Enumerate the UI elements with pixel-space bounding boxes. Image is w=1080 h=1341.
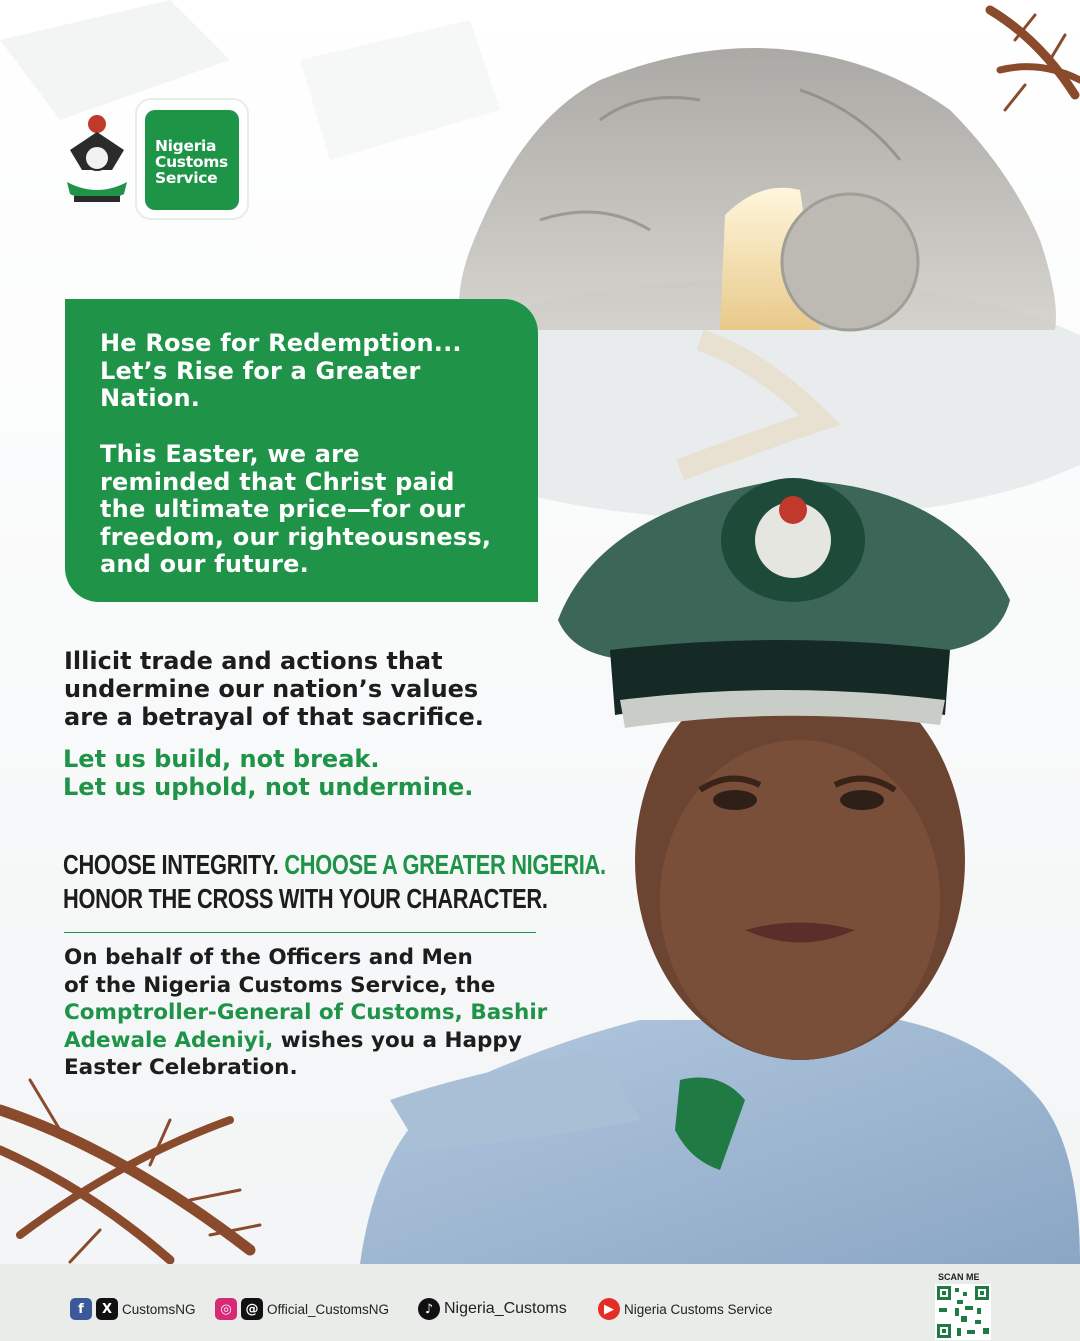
behalf-message [64, 944, 584, 1082]
section-divider [64, 932, 536, 933]
handle-official-customsng: Official_CustomsNG [267, 1301, 390, 1317]
slogan-part-2: CHOOSE A GREATER NIGERIA. [284, 849, 606, 880]
social-facebook-x[interactable] [70, 1296, 196, 1322]
logo-line-1: Nigeria [155, 137, 217, 155]
social-instagram-threads[interactable] [215, 1296, 389, 1322]
heading-line: He Rose for Redemption... [100, 329, 462, 357]
social-tiktok[interactable] [418, 1296, 567, 1322]
behalf-line: On behalf of the Officers and Men [64, 945, 473, 970]
slogan-line-1 [63, 848, 606, 882]
ncs-logo-text [155, 138, 228, 186]
slogan-line-2: HONOR THE CROSS WITH YOUR CHARACTER. [63, 883, 548, 914]
x-icon: X [96, 1298, 118, 1320]
slogan-part-1: CHOOSE INTEGRITY. [63, 849, 279, 880]
call-line: Let us build, not break. [63, 745, 380, 773]
nigeria-customs-crest-icon [62, 110, 132, 210]
handle-nigeria-customs: Nigeria_Customs [444, 1300, 567, 1317]
cgc-name: Adewale Adeniyi, [64, 1027, 274, 1053]
statement-line: Illicit trade and actions that [64, 647, 443, 675]
call-line: Let us uphold, not undermine. [63, 772, 474, 801]
qr-code-icon[interactable] [935, 1284, 991, 1340]
statement-line: undermine our nation’s values [64, 675, 479, 703]
body-line: freedom, our righteousness, [100, 522, 492, 551]
heading-line: Let’s Rise for a Greater [100, 356, 421, 385]
scan-me-label: SCAN ME [938, 1272, 980, 1282]
instagram-icon: ◎ [215, 1298, 237, 1320]
logo-line-2: Customs [155, 153, 228, 171]
facebook-icon: f [70, 1298, 92, 1320]
behalf-line-4 [64, 1027, 584, 1055]
green-box-heading [100, 330, 462, 413]
behalf-line: Comptroller-General of Customs, Bashir [64, 1000, 548, 1025]
body-line: the ultimate price—for our [100, 495, 465, 523]
body-line: This Easter, we are [100, 440, 360, 468]
youtube-icon: ▶ [598, 1298, 620, 1320]
handle-customsng: CustomsNG [122, 1301, 196, 1317]
handle-nigeria-customs-service: Nigeria Customs Service [624, 1301, 773, 1317]
ncs-logo [137, 100, 247, 218]
tiktok-icon: ♪ [418, 1298, 440, 1320]
heading-line: Nation. [100, 384, 201, 412]
logo-line-3: Service [155, 169, 218, 187]
statement-line: are a betrayal of that sacrifice. [64, 703, 484, 731]
body-line: and our future. [100, 550, 309, 578]
social-youtube[interactable] [598, 1296, 773, 1322]
betrayal-statement [64, 647, 484, 731]
behalf-line: of the Nigeria Customs Service, the [64, 972, 496, 998]
call-to-action [63, 746, 473, 801]
behalf-line: Easter Celebration. [64, 1055, 298, 1080]
threads-icon: @ [241, 1298, 263, 1320]
body-line: reminded that Christ paid [100, 467, 455, 496]
green-box-body [100, 441, 491, 579]
behalf-wish: wishes you a Happy [280, 1027, 522, 1053]
